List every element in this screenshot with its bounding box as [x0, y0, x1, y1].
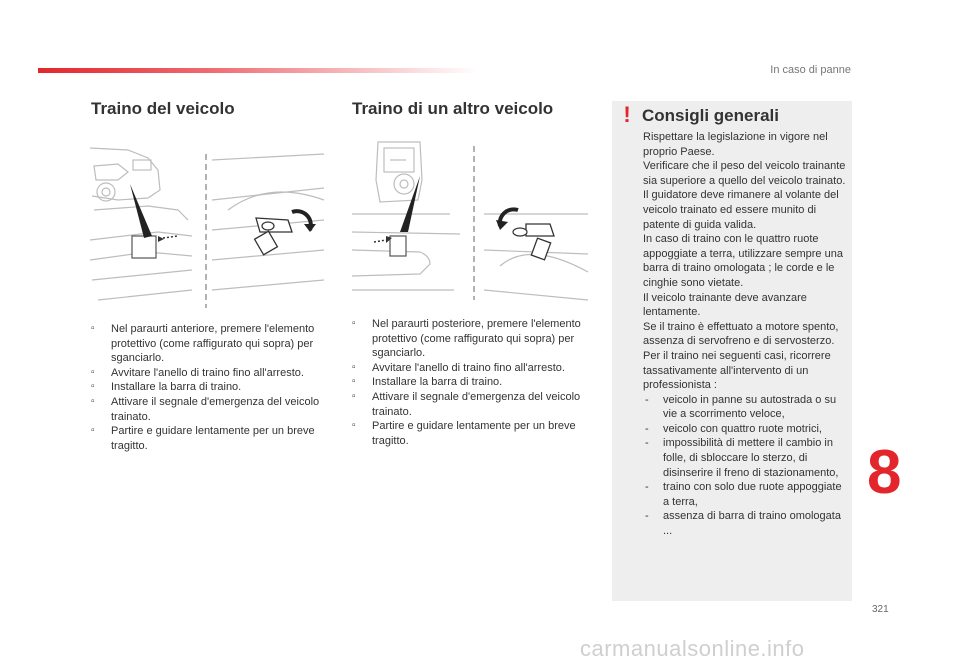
exclamation-icon: !: [623, 102, 631, 127]
list-item: ▫ Attivare il segnale d'emergenza del veicolo trainato.: [91, 395, 320, 423]
advice-paragraph: Il guidatore deve rimanere al volante del veicolo trainato ed essere munito di patente di guida valida.: [643, 189, 839, 231]
checkbox-icon: ▫: [352, 420, 356, 432]
checkbox-icon: ▫: [91, 395, 95, 407]
page-number: 321: [872, 604, 889, 615]
list-item: ▫ Attivare il segnale d'emergenza del veicolo trainato.: [352, 390, 581, 418]
checkbox-icon: ▫: [91, 366, 95, 378]
left-section-title: Traino del veicolo: [91, 99, 235, 118]
middle-section-title: Traino di un altro veicolo: [352, 99, 554, 118]
section-label: In caso di panne: [770, 64, 851, 76]
checkbox-icon: ▫: [91, 381, 95, 393]
advice-paragraph: Rispettare la legislazione in vigore nel proprio Paese.: [643, 131, 828, 158]
checkbox-icon: ▫: [352, 390, 356, 402]
list-item: ▫ Avvitare l'anello di traino fino all'arresto.: [91, 366, 304, 379]
header-accent-bar: [38, 68, 478, 73]
checkbox-icon: ▫: [352, 376, 356, 388]
list-item: ▫ Installare la barra di traino.: [352, 376, 503, 389]
checkbox-icon: ▫: [352, 318, 356, 329]
list-item: ▫ Nel paraurti posteriore, premere l'elemento protettivo (come raffigurato qui sopra) per sganciarlo.: [352, 318, 581, 360]
list-item: ▫ Installare la barra di traino.: [91, 381, 242, 394]
rear-tow-steps: [352, 317, 594, 448]
list-item: - veicolo in panne su autostrada o su vie a scorrimento veloce,: [645, 393, 837, 421]
advice-body: [643, 130, 849, 539]
rear-tow-illustration: [350, 140, 592, 310]
advice-paragraph: Verificare che il peso del veicolo trainante sia superiore a quello del veicolo trainato.: [643, 160, 846, 187]
chapter-number: 8: [867, 438, 902, 507]
advice-title: Consigli generali: [642, 106, 779, 125]
watermark-text: carmanualsonline.info: [580, 636, 805, 661]
checkbox-icon: ▫: [91, 425, 95, 437]
list-item: ▫ Partire e guidare lentamente per un breve tragitto.: [91, 425, 315, 452]
advice-paragraph: Il veicolo trainante deve avanzare lentamente.: [643, 291, 807, 319]
list-item: ▫ Avvitare l'anello di traino fino all'arresto.: [352, 361, 565, 374]
list-item: - assenza di barra di traino omologata ...: [645, 510, 841, 538]
advice-paragraph: Se il traino è effettuato a motore spento, assenza di servofreno e di servosterzo.: [643, 320, 839, 348]
checkbox-icon: ▫: [91, 323, 95, 334]
front-tow-illustration: [88, 140, 330, 310]
list-item: ▫ Partire e guidare lentamente per un breve tragitto.: [352, 420, 576, 447]
list-item: - veicolo con quattro ruote motrici,: [645, 422, 822, 435]
list-item: - traino con solo due ruote appoggiate a terra,: [645, 481, 842, 508]
professional-cases-list: [643, 393, 849, 539]
list-item: ▫ Nel paraurti anteriore, premere l'elemento protettivo (come raffigurato qui sopra) per sganciarlo.: [91, 323, 315, 365]
advice-paragraph: Per il traino nei seguenti casi, ricorrere tassativamente all'intervento di un professionista :: [643, 349, 831, 392]
checkbox-icon: ▫: [352, 361, 356, 373]
advice-paragraph: In caso di traino con le quattro ruote appoggiate a terra, utilizzare sempre una barra di traino omologata ; le corde e le cinghie sono vietate.: [643, 233, 843, 289]
list-item: - impossibilità di mettere il cambio in folle, di sbloccare lo sterzo, di disinserire il freno di stazionamento,: [645, 437, 839, 479]
front-tow-steps: [91, 322, 331, 453]
